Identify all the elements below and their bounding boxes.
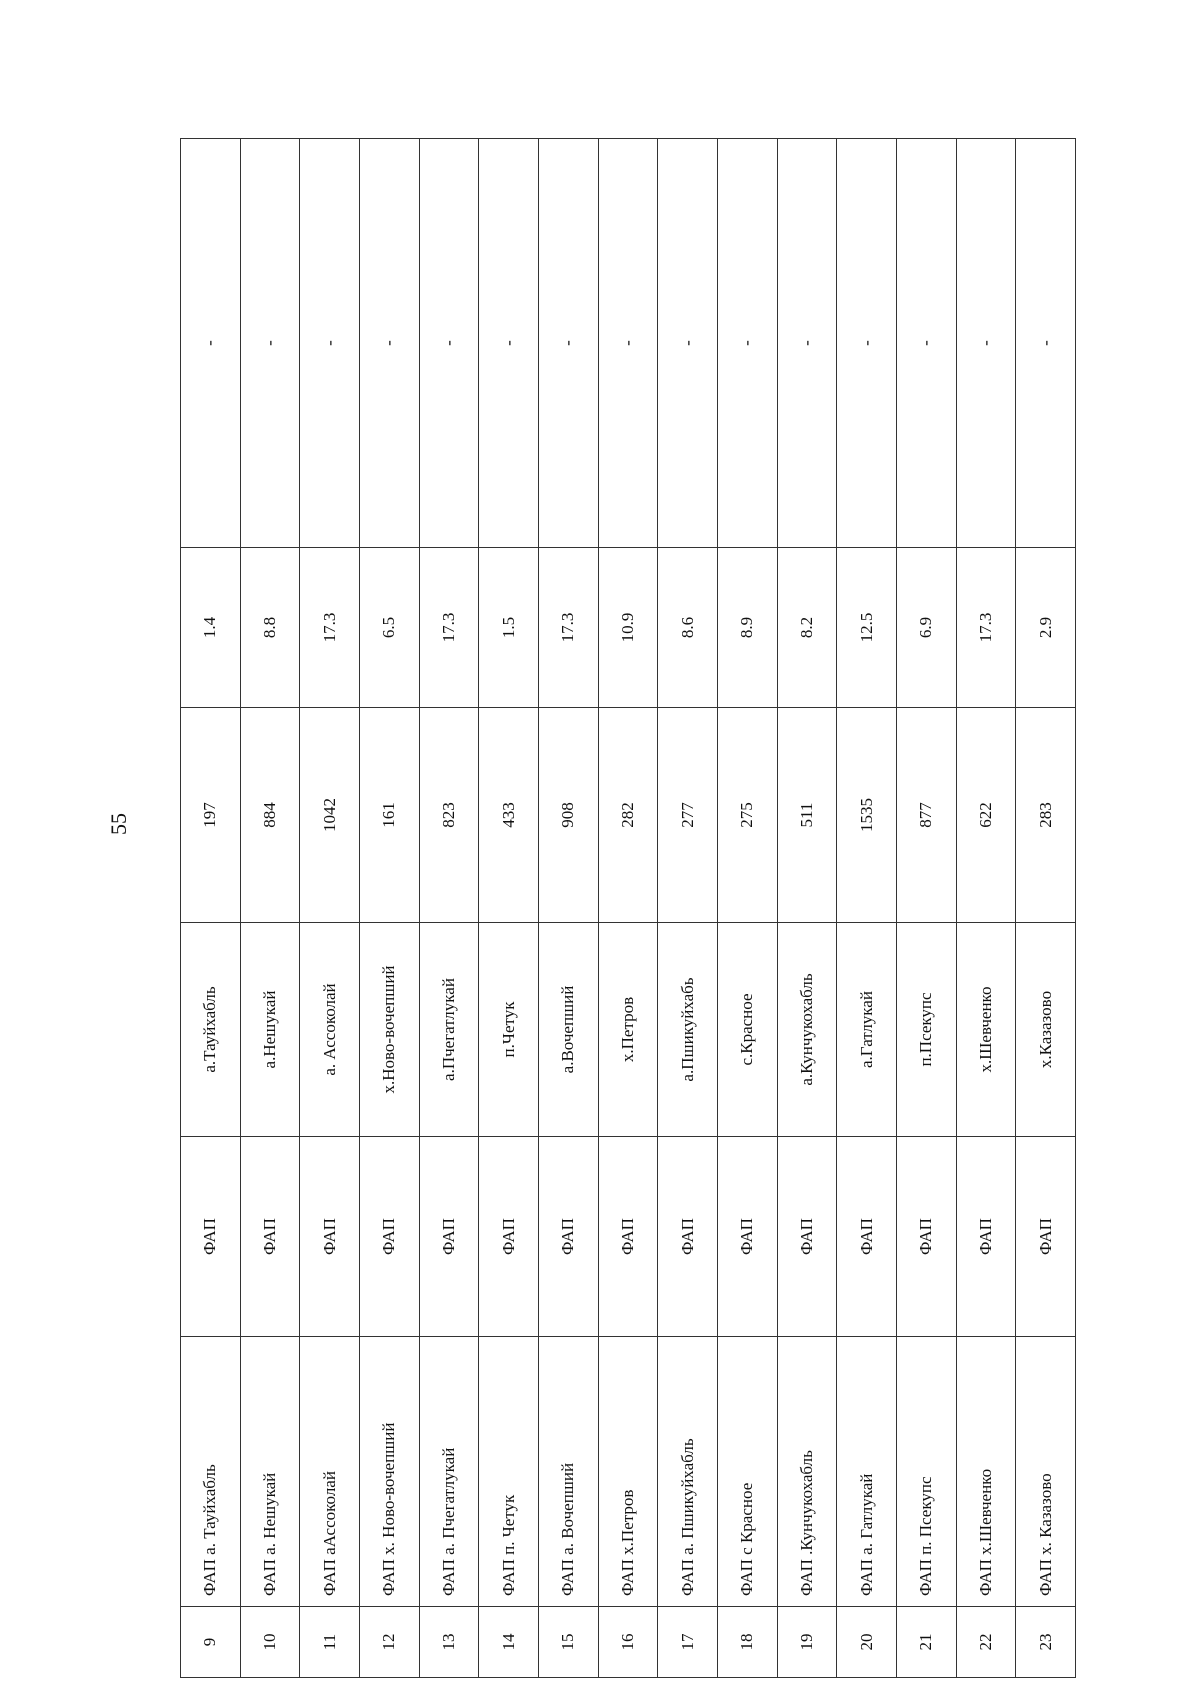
population-value: 433	[479, 708, 539, 923]
population-value: 277	[658, 708, 718, 923]
table-body	[181, 139, 1076, 1678]
distance-value: 17.3	[419, 548, 479, 708]
facility-type: ФАП	[837, 1137, 897, 1337]
facility-name: ФАП .Кунчукохабль	[777, 1337, 837, 1607]
settlement-name: с.Красное	[717, 923, 777, 1137]
facility-name: ФАП аАссоколай	[300, 1337, 360, 1607]
population-value: 884	[240, 708, 300, 923]
table-row	[896, 139, 956, 1678]
table-row	[300, 139, 360, 1678]
facility-type: ФАП	[181, 1137, 241, 1337]
extra-value: -	[837, 139, 897, 548]
extra-value: -	[181, 139, 241, 548]
population-value: 275	[717, 708, 777, 923]
settlement-name: а.Кунчукохабль	[777, 923, 837, 1137]
facility-name: ФАП х. Ново-вочепший	[359, 1337, 419, 1607]
row-number: 13	[419, 1607, 479, 1678]
table-row	[598, 139, 658, 1678]
facility-name: ФАП х. Казазово	[1016, 1337, 1076, 1607]
extra-value: -	[658, 139, 718, 548]
facility-type: ФАП	[419, 1137, 479, 1337]
facility-type: ФАП	[717, 1137, 777, 1337]
facility-type: ФАП	[658, 1137, 718, 1337]
row-number: 20	[837, 1607, 897, 1678]
facility-name: ФАП х.Шевченко	[956, 1337, 1016, 1607]
page-number: 55	[106, 813, 131, 835]
row-number: 23	[1016, 1607, 1076, 1678]
table-row	[479, 139, 539, 1678]
facility-name: ФАП а. Нешукай	[240, 1337, 300, 1607]
settlement-name: а.Тауйхабль	[181, 923, 241, 1137]
settlement-name: х.Ново-вочепший	[359, 923, 419, 1137]
extra-value: -	[777, 139, 837, 548]
population-value: 282	[598, 708, 658, 923]
settlement-name: а.Пшикуйхабь	[658, 923, 718, 1137]
population-value: 161	[359, 708, 419, 923]
table-row	[359, 139, 419, 1678]
row-number: 17	[658, 1607, 718, 1678]
distance-value: 17.3	[956, 548, 1016, 708]
extra-value: -	[240, 139, 300, 548]
distance-value: 6.5	[359, 548, 419, 708]
extra-value: -	[956, 139, 1016, 548]
facility-name: ФАП а. Вочепший	[538, 1337, 598, 1607]
extra-value: -	[419, 139, 479, 548]
facility-type: ФАП	[1016, 1137, 1076, 1337]
row-number: 19	[777, 1607, 837, 1678]
settlement-name: п.Псекупс	[896, 923, 956, 1137]
facility-name: ФАП а. Гатлукай	[837, 1337, 897, 1607]
population-value: 197	[181, 708, 241, 923]
facility-type: ФАП	[956, 1137, 1016, 1337]
population-value: 823	[419, 708, 479, 923]
table-row	[1016, 139, 1076, 1678]
distance-value: 1.4	[181, 548, 241, 708]
population-value: 1535	[837, 708, 897, 923]
table-row	[777, 139, 837, 1678]
distance-value: 17.3	[538, 548, 598, 708]
table-row	[181, 139, 241, 1678]
population-value: 1042	[300, 708, 360, 923]
population-value: 877	[896, 708, 956, 923]
distance-value: 8.9	[717, 548, 777, 708]
table-row	[717, 139, 777, 1678]
distance-value: 8.6	[658, 548, 718, 708]
settlement-name: х.Петров	[598, 923, 658, 1137]
row-number: 18	[717, 1607, 777, 1678]
extra-value: -	[717, 139, 777, 548]
settlement-name: а.Гатлукай	[837, 923, 897, 1137]
facility-name: ФАП х.Петров	[598, 1337, 658, 1607]
facility-type: ФАП	[777, 1137, 837, 1337]
row-number: 21	[896, 1607, 956, 1678]
facility-name: ФАП а. Пчегатлукай	[419, 1337, 479, 1607]
table-row	[837, 139, 897, 1678]
extra-value: -	[538, 139, 598, 548]
facility-table	[180, 138, 1076, 1678]
settlement-name: п.Четук	[479, 923, 539, 1137]
settlement-name: а.Вочепший	[538, 923, 598, 1137]
row-number: 22	[956, 1607, 1016, 1678]
row-number: 9	[181, 1607, 241, 1678]
extra-value: -	[479, 139, 539, 548]
settlement-name: а. Ассоколай	[300, 923, 360, 1137]
facility-type: ФАП	[240, 1137, 300, 1337]
population-value: 622	[956, 708, 1016, 923]
table-row	[658, 139, 718, 1678]
extra-value: -	[598, 139, 658, 548]
distance-value: 6.9	[896, 548, 956, 708]
facility-type: ФАП	[300, 1137, 360, 1337]
rotated-table	[180, 139, 1076, 1678]
distance-value: 8.2	[777, 548, 837, 708]
population-value: 283	[1016, 708, 1076, 923]
table-row	[419, 139, 479, 1678]
facility-name: ФАП п. Четук	[479, 1337, 539, 1607]
settlement-name: а.Нешукай	[240, 923, 300, 1137]
settlement-name: а.Пчегатлукай	[419, 923, 479, 1137]
extra-value: -	[359, 139, 419, 548]
distance-value: 12.5	[837, 548, 897, 708]
facility-type: ФАП	[598, 1137, 658, 1337]
table-row	[956, 139, 1016, 1678]
population-value: 511	[777, 708, 837, 923]
table-row	[240, 139, 300, 1678]
extra-value: -	[300, 139, 360, 548]
distance-value: 8.8	[240, 548, 300, 708]
facility-name: ФАП п. Псекупс	[896, 1337, 956, 1607]
row-number: 11	[300, 1607, 360, 1678]
distance-value: 17.3	[300, 548, 360, 708]
row-number: 15	[538, 1607, 598, 1678]
population-value: 908	[538, 708, 598, 923]
distance-value: 2.9	[1016, 548, 1076, 708]
facility-name: ФАП а. Тауйхабль	[181, 1337, 241, 1607]
row-number: 12	[359, 1607, 419, 1678]
facility-type: ФАП	[479, 1137, 539, 1337]
facility-type: ФАП	[359, 1137, 419, 1337]
distance-value: 1.5	[479, 548, 539, 708]
extra-value: -	[1016, 139, 1076, 548]
facility-type: ФАП	[538, 1137, 598, 1337]
settlement-name: х.Шевченко	[956, 923, 1016, 1137]
distance-value: 10.9	[598, 548, 658, 708]
row-number: 16	[598, 1607, 658, 1678]
facility-name: ФАП а. Пшикуйхабль	[658, 1337, 718, 1607]
settlement-name: х.Казазово	[1016, 923, 1076, 1137]
row-number: 10	[240, 1607, 300, 1678]
facility-type: ФАП	[896, 1137, 956, 1337]
table-row	[538, 139, 598, 1678]
facility-name: ФАП с Красное	[717, 1337, 777, 1607]
row-number: 14	[479, 1607, 539, 1678]
extra-value: -	[896, 139, 956, 548]
